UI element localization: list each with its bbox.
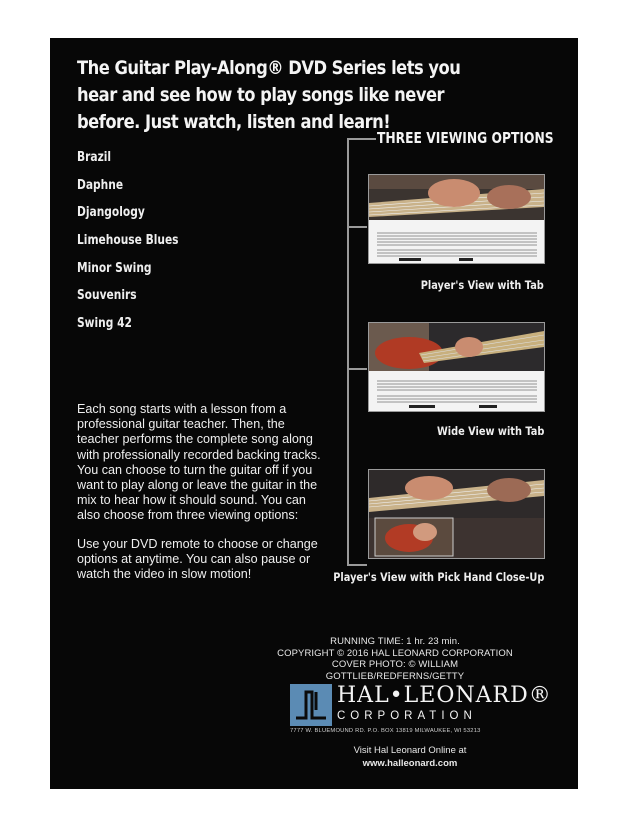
description-paragraph: Each song starts with a lesson from a professional guitar teacher. Then, the teacher performs the complete song along with professionally recorded backing tracks. You can choose to turn the guitar off if you want to play along or leave the guitar in the mix to hear how it should sound. You can also choose from three viewing options: [77,402,321,523]
hal-leonard-logo [290,683,552,737]
pick-hand-closeup-thumbnail [368,469,545,559]
song-item: Daphne [77,177,124,193]
description [77,402,327,595]
website-link[interactable]: www.halleonard.com [362,758,458,769]
bracket-tick [347,564,367,566]
song-item: Swing 42 [77,316,132,332]
bracket-tick [347,368,367,370]
song-item: Souvenirs [77,288,137,304]
option-caption: Wide View with Tab [436,424,544,438]
headline: The Guitar Play-Along® DVD Series lets you hear and see how to play songs like never before. Just watch, listen and learn! [77,57,461,133]
visit-block [290,744,530,770]
song-item: Djangology [77,205,145,221]
option-caption: Player's View with Pick Hand Close-Up [332,570,544,584]
visit-text: Visit Hal Leonard Online at [353,745,467,756]
logo-name: HAL•LEONARD® [337,683,552,708]
song-item: Limehouse Blues [77,233,179,249]
song-item: Brazil [77,150,112,165]
cover-photo-credit: COVER PHOTO: © WILLIAM GOTTLIEB/REDFERNS/GETTY [325,659,465,682]
logo-address: 7777 W. BLUEMOUND RD. P.O. BOX 13819 MILWAUKEE, WI 53213 [290,728,481,734]
logo-mark-icon [290,684,332,726]
bracket-line [347,138,376,140]
running-time: RUNNING TIME: 1 hr. 23 min. [330,636,460,647]
bracket-tick [347,226,367,228]
logo-corporation: CORPORATION [337,710,477,722]
bracket-line [347,138,349,566]
song-item: Minor Swing [77,260,152,276]
players-view-thumbnail [368,174,545,264]
song-list [77,150,227,344]
copyright: COPYRIGHT © 2016 HAL LEONARD CORPORATION [277,647,513,659]
credits [270,636,520,682]
dvd-back-cover [50,38,578,789]
description-paragraph: Use your DVD remote to choose or change options at anytime. You can also pause or watch the video in slow motion! [77,536,318,582]
option-caption: Player's View with Tab [420,278,544,292]
wide-view-thumbnail [368,322,545,412]
viewing-options-title: THREE VIEWING OPTIONS [377,129,554,147]
